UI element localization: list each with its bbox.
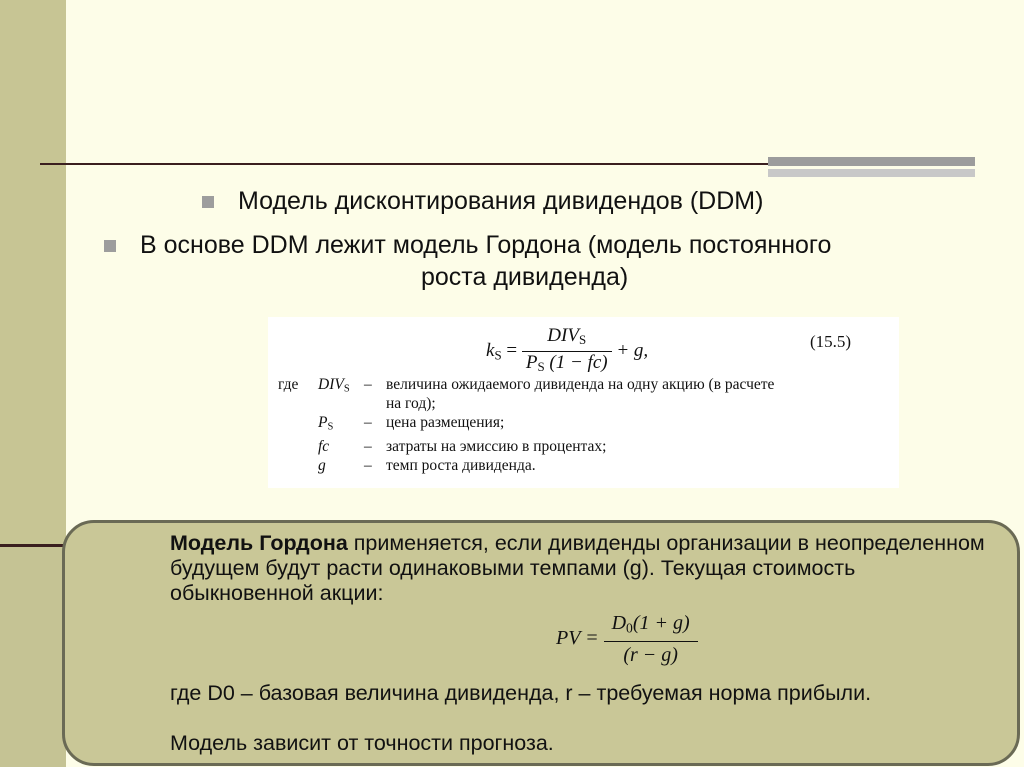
definition-row: g – темп роста дивиденда.: [278, 456, 778, 475]
callout-paragraph-2: где D0 – базовая величина дивиденда, r – требуемая норма прибыли.: [170, 681, 872, 705]
definition-text: величина ожидаемого дивиденда на одну акцию (в расчете: [386, 376, 775, 393]
formula-denominator-p: P: [525, 352, 538, 374]
callout-paragraph-1: [170, 531, 990, 606]
pv-lhs: PV =: [556, 626, 599, 649]
formula-numerator: DIV: [547, 325, 579, 346]
bullet-text: Модель дисконтирования дивидендов (DDM): [238, 187, 764, 215]
accent-stripe-light: [768, 169, 975, 177]
pv-numerator-rest: (1 + g): [632, 612, 690, 634]
formula-plus-g: + g,: [616, 340, 649, 362]
callout-text-1: применяется, если дивиденды организации в неопределенном будущем будут расти одинаковыми темпами (g). Текущая стоимость обыкновенной акции:: [170, 531, 985, 605]
formula-definitions: [278, 375, 778, 475]
definition-symbol-sub: S: [343, 383, 350, 395]
callout-paragraph-3: Модель зависит от точности прогноза.: [170, 731, 554, 755]
pv-formula: [556, 610, 698, 668]
formula-numerator-sub: S: [578, 332, 587, 348]
definition-row: где $DIV_S$ – величина ожидаемого дивиденда на одну акцию (в расчете на год);: [278, 376, 775, 412]
callout-bold-term: Модель Гордона: [170, 531, 348, 555]
lower-divider-line: [0, 544, 70, 547]
definition-text: темп роста дивиденда.: [386, 456, 536, 474]
definition-row: $P_S$ – цена размещения;: [278, 413, 778, 437]
definition-symbol: fc: [318, 437, 330, 455]
left-accent-bar-lower: [0, 546, 66, 767]
pv-numerator-sub: 0: [626, 620, 633, 636]
formula-lhs-sub: S: [494, 347, 502, 363]
definition-symbol: DIV: [318, 376, 344, 393]
bullet-square-icon: [104, 240, 116, 252]
definition-symbol: P: [318, 414, 328, 431]
formula-lhs: k: [486, 340, 495, 362]
definition-text-cont: на год);: [386, 395, 436, 412]
formula-denominator-sub: S: [537, 359, 545, 375]
pv-numerator-d: D: [611, 612, 627, 634]
definition-row: fc – затраты на эмиссию в процентах;: [278, 437, 778, 456]
definition-text: затраты на эмиссию в процентах;: [386, 437, 607, 455]
ks-formula: $k_S$ = $\frac{DIV_S}{P_S (1 - fc)}$ + g,: [486, 325, 648, 378]
definition-text: цена размещения;: [386, 414, 505, 431]
formula-image-15-5: [268, 317, 899, 488]
bullet-square-icon: [202, 196, 214, 208]
pv-fraction: [604, 610, 698, 668]
equation-number: (15.5): [810, 332, 852, 351]
bullet-item-ddm: [238, 185, 763, 217]
definition-symbol: g: [318, 456, 326, 474]
accent-stripe-dark: [768, 157, 975, 166]
pv-denominator: (r − g): [623, 644, 678, 667]
formula-denominator-rest: (1 − fc): [549, 352, 608, 374]
bullet-text-line2: роста дивиденда): [421, 263, 629, 291]
definition-symbol-sub: S: [327, 421, 334, 433]
bullet-item-gordon: [140, 229, 960, 293]
where-label: где: [278, 376, 299, 393]
bullet-text-line1: В основе DDM лежит модель Гордона (модель постоянного: [140, 231, 832, 259]
formula-fraction: [522, 325, 612, 378]
